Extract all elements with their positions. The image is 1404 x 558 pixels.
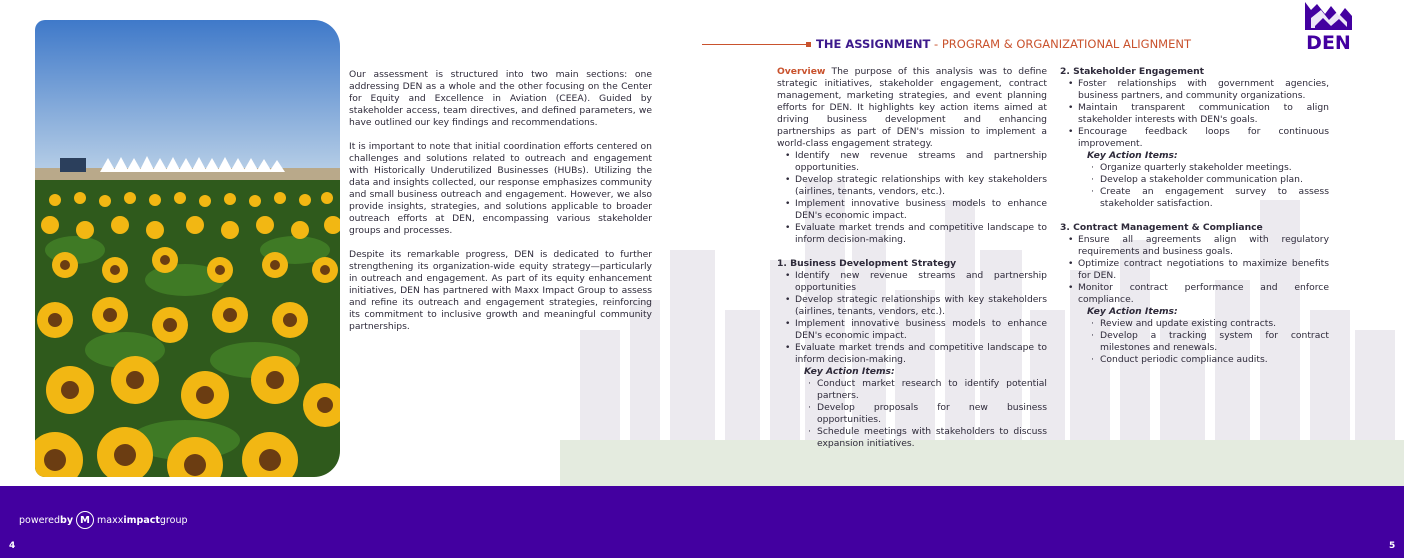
brand-maxx: maxx [97, 514, 124, 526]
den-logo-text: DEN [1306, 32, 1351, 51]
sunflower-field-photo [35, 20, 340, 477]
overview-text: The purpose of this analysis was to define strategic initiatives, stakeholder engagement, contract management, marketing strategies, and event planning efforts for DEN. It highlights key action items aimed at driving business development and enhancing partnerships as part of DEN's mission to implement a world-class engagement strategy. [777, 66, 1047, 149]
overview-bullet: • Evaluate market trends and competitive landscape to inform decision-making. [795, 222, 1047, 246]
section-bullet: • Evaluate market trends and competitive landscape to inform decision-making. [795, 342, 1047, 366]
section-bullet: • Encourage feedback loops for continuous improvement. [1078, 126, 1329, 150]
section-bullet: • Optimize contract negotiations to maximize benefits for DEN. [1078, 258, 1329, 282]
page-number-right: 5 [1389, 541, 1396, 551]
brand-impact: impact [123, 514, 160, 526]
den-logo [1303, 0, 1354, 51]
section-header-subtitle: - PROGRAM & ORGANIZATIONAL ALIGNMENT [930, 37, 1191, 51]
action-item: · Organize quarterly stakeholder meetings. [1100, 162, 1329, 174]
action-item: · Schedule meetings with stakeholders to discuss expansion initiatives. [817, 426, 1047, 450]
action-item: · Develop a stakeholder communication plan. [1100, 174, 1329, 186]
section-title: 3. Contract Management & Compliance [1060, 222, 1263, 233]
overview-bullet: • Identify new revenue streams and partnership opportunities. [795, 150, 1047, 174]
section-bullet: • Monitor contract performance and enforce compliance. [1078, 282, 1329, 306]
key-action-items [777, 378, 1047, 450]
intro-paragraph-3: Despite its remarkable progress, DEN is dedicated to further strengthening its organization-wide equity strategy—particularly in outreach and engagement. As part of its equity enhancement initiatives, DEN has partnered with Maxx Impact Group to assess and refine its outreach and engagement strategies, reinforcing its commitment to inclusive growth and meaningful community partnerships. [349, 249, 652, 332]
action-item: · Develop proposals for new business opportunities. [817, 402, 1047, 426]
intro-paragraph-1: Our assessment is structured into two main sections: one addressing DEN as a whole and the other focusing on the Center for Equity and Excellence in Aviation (CEEA). Guided by stakeholder access, team directives, and defined parameters, we have outlined our key findings and recommendations. [349, 69, 652, 128]
content-column-2 [1060, 66, 1329, 366]
by-label: by [60, 514, 74, 526]
header-rule-marker [806, 42, 811, 47]
section-header [816, 37, 1191, 51]
intro-text [349, 69, 652, 345]
key-action-items-label: Key Action Items: [1087, 150, 1178, 161]
overview-bullet: • Develop strategic relationships with key stakeholders (airlines, tenants, vendors, etc.). [795, 174, 1047, 198]
action-item: · Conduct market research to identify potential partners. [817, 378, 1047, 402]
section-title: 2. Stakeholder Engagement [1060, 66, 1205, 77]
key-action-items [1060, 162, 1329, 210]
key-action-items [1060, 318, 1329, 366]
footer-band [0, 486, 1404, 558]
section-bullet: • Implement innovative business models to enhance DEN's economic impact. [795, 318, 1047, 342]
maxx-impact-m-icon: M [76, 511, 94, 529]
section-bullets [1060, 234, 1329, 306]
brand-group: group [159, 514, 188, 526]
overview-bullets [777, 150, 1047, 246]
section-bullets [777, 270, 1047, 366]
key-action-items-label: Key Action Items: [804, 366, 895, 377]
header-rule [702, 44, 807, 45]
section-bullet: • Identify new revenue streams and partnership opportunities [795, 270, 1047, 294]
intro-paragraph-2: It is important to note that initial coordination efforts centered on challenges and solutions related to outreach and engagement with Historically Underutilized Businesses (HUBs). Utilizing the data and insights collected, our response emphasizes community and small business outreach and engagement. However, we also provide insights, strategies, and solutions applicable to broader outreach efforts at DEN, encompassing various stakeholder groups and processes. [349, 141, 652, 236]
powered-by-badge [19, 510, 188, 530]
section-bullet: • Maintain transparent communication to align stakeholder interests with DEN's goals. [1078, 102, 1329, 126]
section-bullet: • Develop strategic relationships with key stakeholders (airlines, tenants, vendors, etc.). [795, 294, 1047, 318]
action-item: · Review and update existing contracts. [1100, 318, 1329, 330]
powered-label: powered [19, 514, 61, 526]
action-item: · Develop a tracking system for contract milestones and renewals. [1100, 330, 1329, 354]
overview-bullet: • Implement innovative business models to enhance DEN's economic impact. [795, 198, 1047, 222]
section-bullet: • Ensure all agreements align with regulatory requirements and business goals. [1078, 234, 1329, 258]
section-title: 1. Business Development Strategy [777, 258, 957, 269]
section-header-title: THE ASSIGNMENT [816, 37, 931, 51]
key-action-items-label: Key Action Items: [1087, 306, 1178, 317]
section-bullets [1060, 78, 1329, 150]
action-item: · Create an engagement survey to assess stakeholder satisfaction. [1100, 186, 1329, 210]
overview-label: Overview [777, 66, 826, 77]
action-item: · Conduct periodic compliance audits. [1100, 354, 1329, 366]
page-number-left: 4 [9, 541, 16, 551]
section-bullet: • Foster relationships with government agencies, business partners, and community organizations. [1078, 78, 1329, 102]
content-column-1 [777, 66, 1047, 450]
overview-paragraph [777, 66, 1047, 150]
